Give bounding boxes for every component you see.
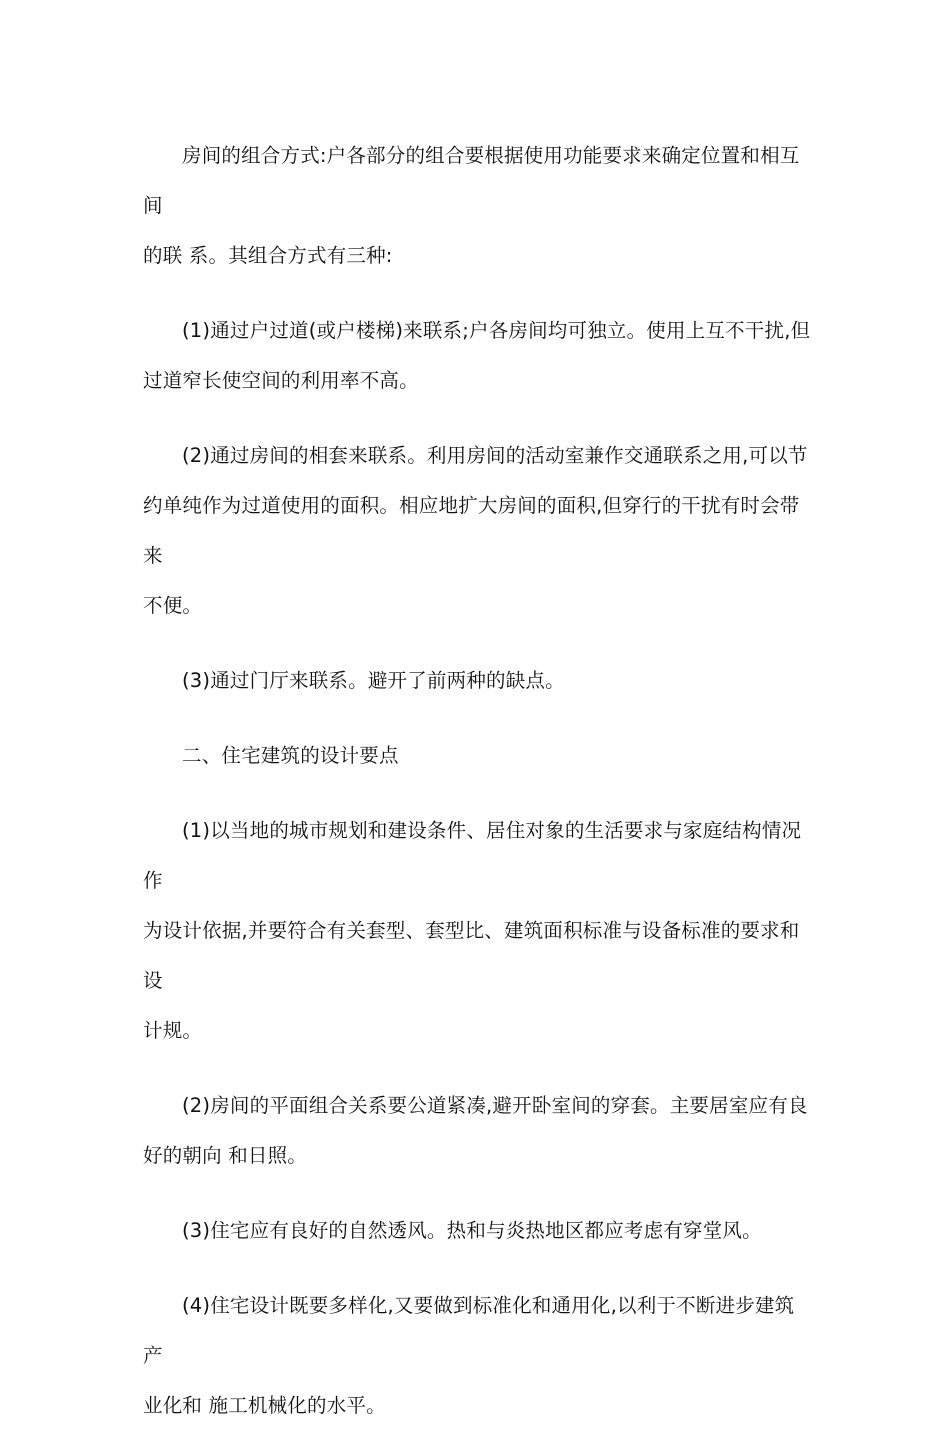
paragraph-point-4 xyxy=(143,1281,813,1431)
text-line: (3)通过门厅来联系。避开了前两种的缺点。 xyxy=(182,669,565,692)
text-line: (1)以当地的城市规划和建设条件、居住对象的生活要求与家庭结构情况作 xyxy=(143,819,802,892)
text-line: 不便。 xyxy=(143,594,203,617)
text-line: (2)房间的平面组合关系要公道紧凑,避开卧室间的穿套。主要居室应有良 xyxy=(182,1094,808,1117)
paragraph-point-3 xyxy=(143,1206,813,1256)
text-line: 的联 系。其组合方式有三种: xyxy=(143,244,393,267)
text-line: 房间的组合方式:户各部分的组合要根据使用功能要求来确定位置和相互间 xyxy=(143,144,800,217)
text-line: 计规。 xyxy=(143,1019,203,1042)
paragraph-point-2 xyxy=(143,1081,813,1181)
paragraph-method-3 xyxy=(143,656,813,706)
text-line: (4)住宅设计既要多样化,又要做到标准化和通用化,以利于不断进步建筑产 xyxy=(143,1294,795,1367)
text-line: 好的朝向 和日照。 xyxy=(143,1144,307,1167)
text-line: (2)通过房间的相套来联系。利用房间的活动室兼作交通联系之用,可以节 xyxy=(182,444,808,467)
text-line: 二、住宅建筑的设计要点 xyxy=(182,744,399,767)
text-line: (3)住宅应有良好的自然透风。热和与炎热地区都应考虑有穿堂风。 xyxy=(182,1219,762,1242)
section-heading-design-points xyxy=(143,731,813,781)
paragraph-room-combination xyxy=(143,131,813,281)
text-line: 为设计依据,并要符合有关套型、套型比、建筑面积标准与设备标准的要求和设 xyxy=(143,919,800,992)
text-line: 约单纯作为过道使用的面积。相应地扩大房间的面积,但穿行的干扰有时会带来 xyxy=(143,494,800,567)
paragraph-method-1 xyxy=(143,306,813,406)
text-line: 业化和 施工机械化的水平。 xyxy=(143,1394,386,1417)
paragraph-point-1 xyxy=(143,806,813,1056)
text-line: (1)通过户过道(或户楼梯)来联系;户各房间均可独立。使用上互不干扰,但 xyxy=(182,319,811,342)
text-line: 过道窄长使空间的利用率不高。 xyxy=(143,369,419,392)
paragraph-method-2 xyxy=(143,431,813,631)
document-body xyxy=(143,131,813,1431)
